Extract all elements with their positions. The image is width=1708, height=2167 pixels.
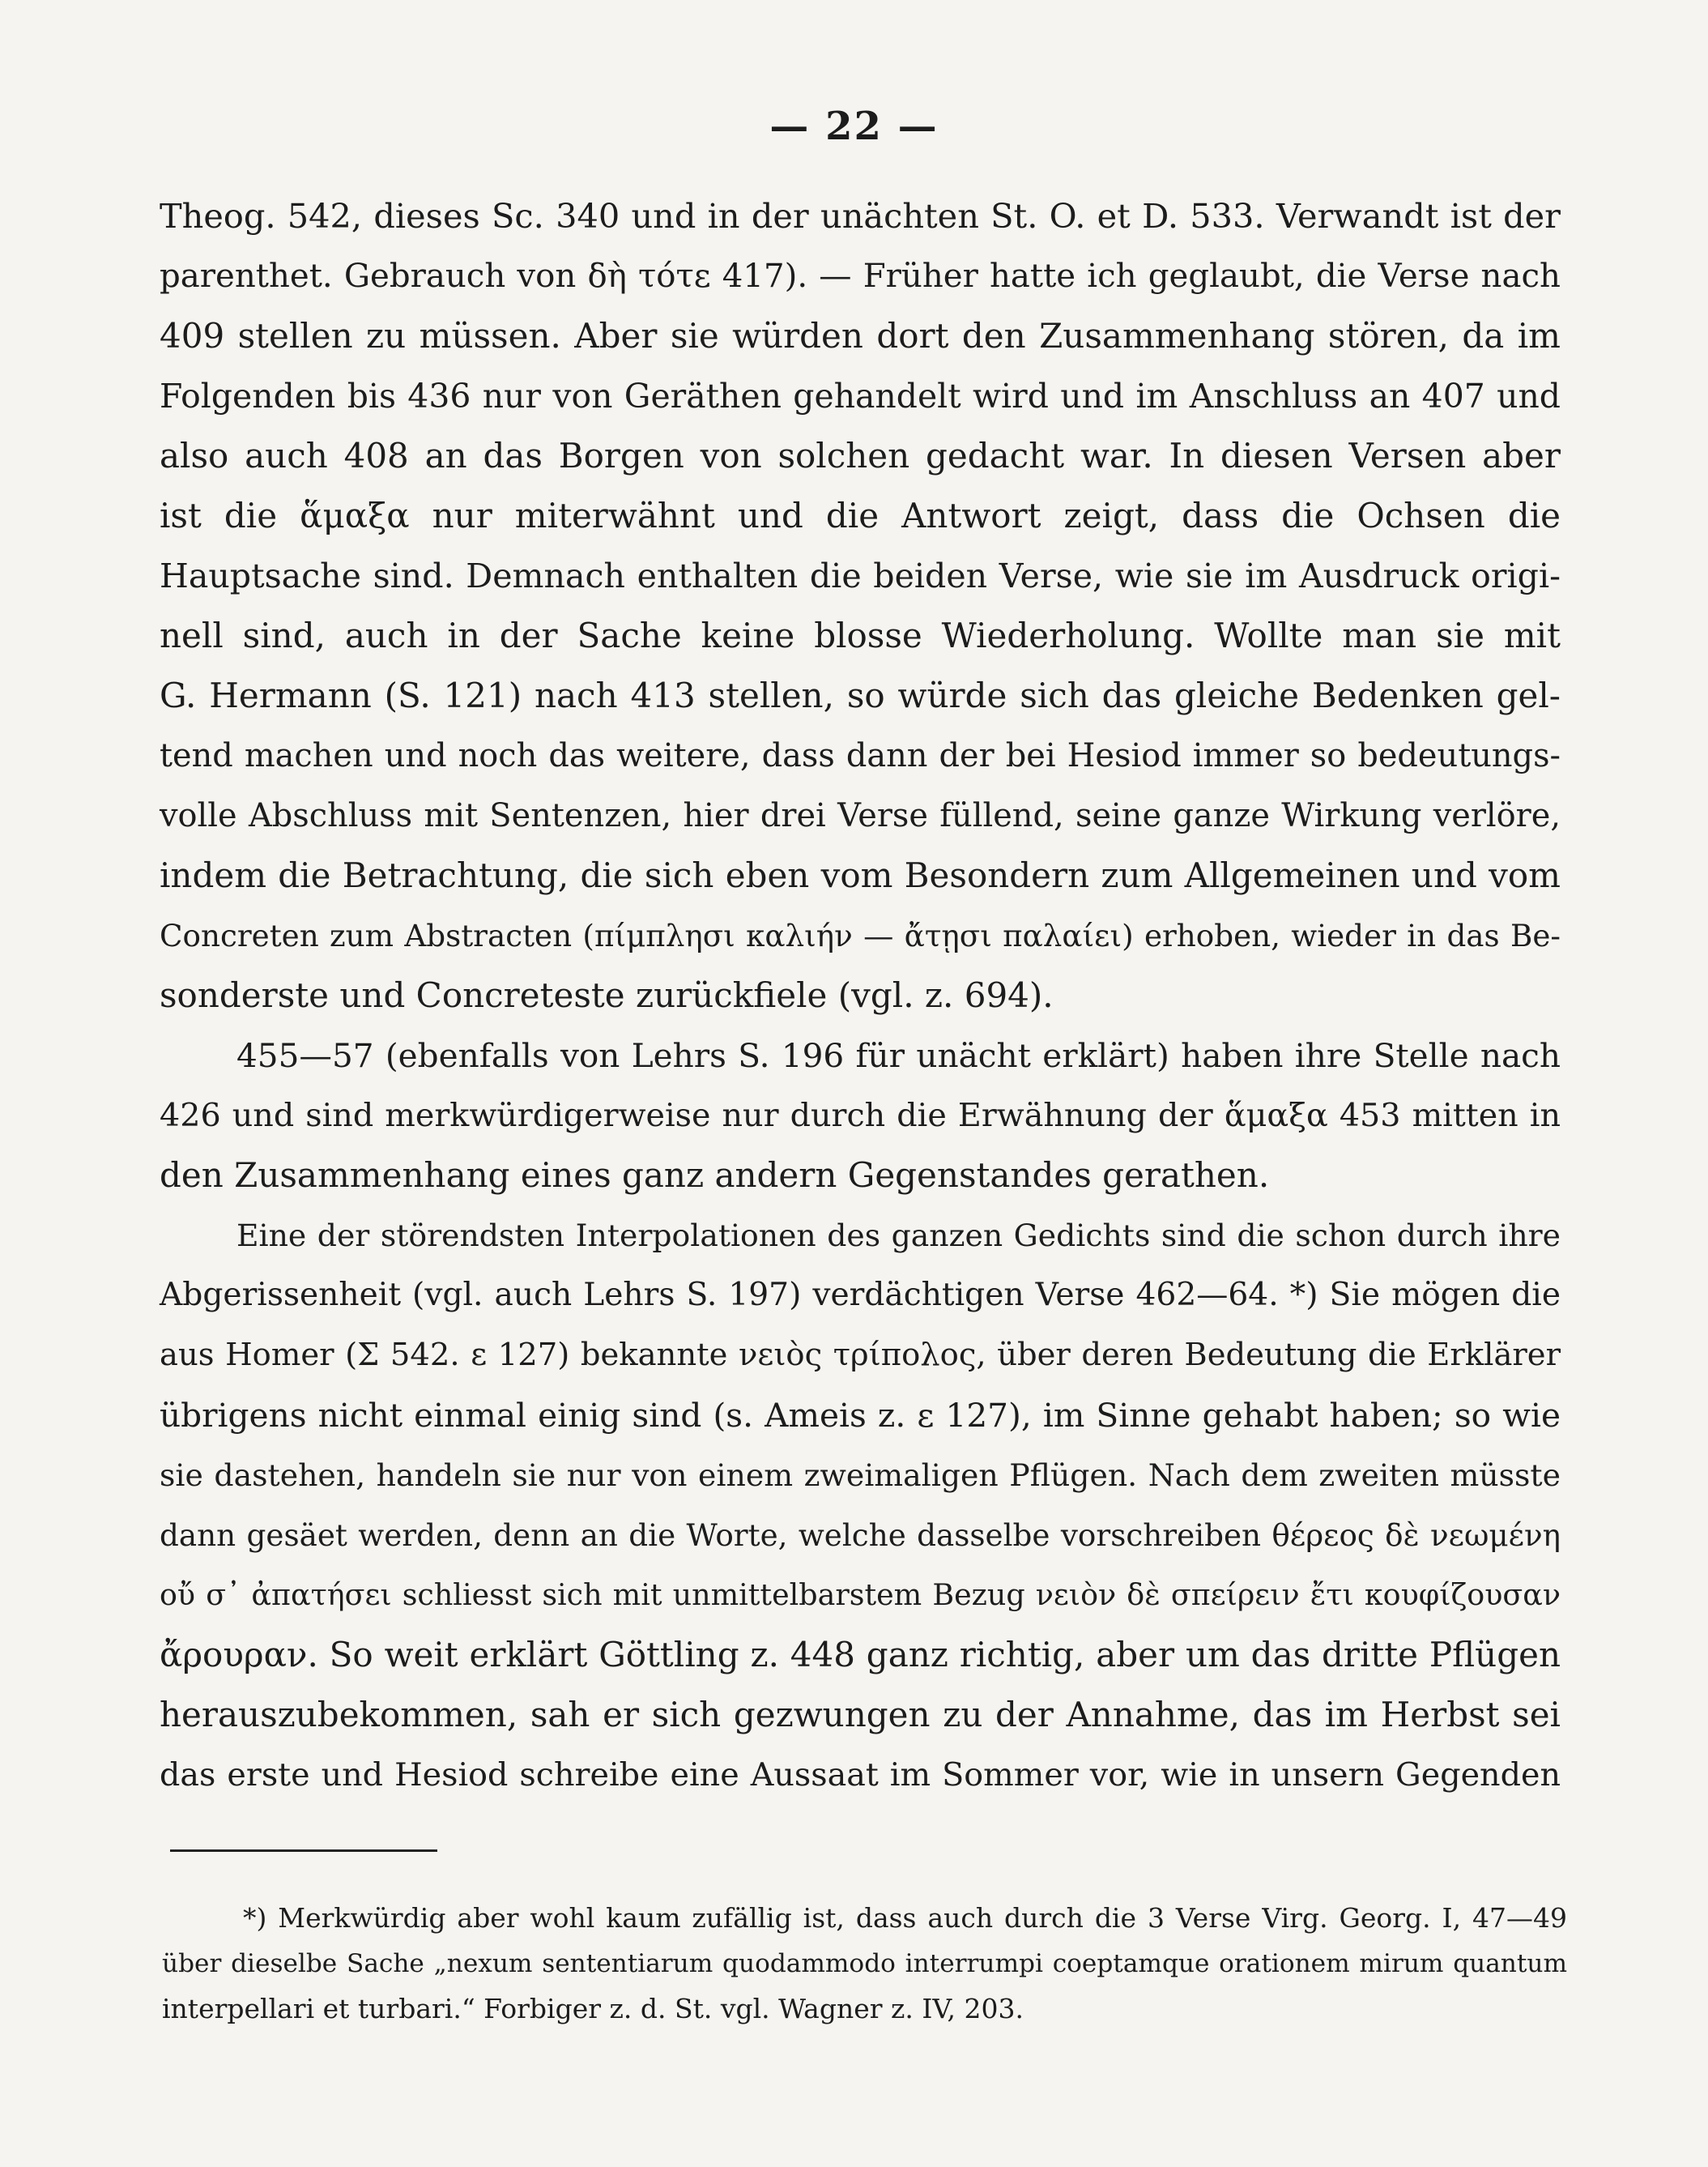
text-line: οὔ σ᾽ ἀπατήσει schliesst sich mit unmittelbarstem Bezug νειὸν δὲ σπείρειν ἔτι κουφίζουσαν bbox=[160, 1577, 1561, 1612]
text-line: dann gesäet werden, denn an die Worte, welche dasselbe vorschreiben θέρεος δὲ νεωμένη bbox=[160, 1517, 1561, 1553]
text-line: den Zusammenhang eines ganz andern Gegenstandes gerathen. bbox=[160, 1155, 1270, 1195]
paragraph-start-line: Eine der störendsten Interpolationen des ganzen Gedichts sind die schon durch ihre bbox=[236, 1218, 1561, 1253]
text-line: sonderste und Concreteste zurückfiele (vgl. z. 694). bbox=[160, 975, 1054, 1015]
paragraph-start-line: 455—57 (ebenfalls von Lehrs S. 196 für unächt erklärt) haben ihre Stelle nach bbox=[236, 1036, 1561, 1075]
footnote-line: *) Merkwürdig aber wohl kaum zufällig ist, dass auch durch die 3 Verse Virg. Georg. I, 47—49 bbox=[243, 1902, 1567, 1934]
text-line: also auch 408 an das Borgen von solchen gedacht war. In diesen Versen aber bbox=[160, 436, 1561, 476]
text-line: ἄρουραν. So weit erklärt Göttling z. 448 ganz richtig, aber um das dritte Pflügen bbox=[160, 1635, 1561, 1674]
text-line: 409 stellen zu müssen. Aber sie würden dort den Zusammenhang stören, da im bbox=[160, 316, 1561, 356]
page-number: — 22 — bbox=[769, 104, 939, 149]
text-line: tend machen und noch das weitere, dass dann der bei Hesiod immer so bedeutungs- bbox=[160, 737, 1561, 774]
text-line: 426 und sind merkwürdigerweise nur durch die Erwähnung der ἅμαξα 453 mitten in bbox=[160, 1097, 1561, 1134]
text-line: Folgenden bis 436 nur von Geräthen gehandelt wird und im Anschluss an 407 und bbox=[160, 377, 1561, 416]
text-line: das erste und Hesiod schreibe eine Aussaat im Sommer vor, wie in unsern Gegenden bbox=[160, 1756, 1561, 1794]
text-line: Hauptsache sind. Demnach enthalten die beiden Verse, wie sie im Ausdruck origi- bbox=[160, 557, 1561, 595]
footnote bbox=[162, 1896, 1567, 2032]
footnote-line: interpellari et turbari.“ Forbiger z. d. St. vgl. Wagner z. IV, 203. bbox=[162, 1993, 1024, 2024]
footnote-divider bbox=[170, 1849, 437, 1852]
text-line: aus Homer (Σ 542. ε 127) bekannte νειὸς τρίπολος, über deren Bedeutung die Erklärer bbox=[160, 1337, 1561, 1373]
text-line: indem die Betrachtung, die sich eben vom Besondern zum Allgemeinen und vom bbox=[160, 855, 1561, 895]
footnote-line: über dieselbe Sache „nexum sententiarum quodammodo interrumpi coeptamque orationem mirum quantum bbox=[162, 1949, 1567, 1978]
text-line: Concreten zum Abstracten (πίμπλησι καλιήν — ἄτῃσι παλαίει) erhoben, wieder in das Be- bbox=[160, 918, 1561, 953]
text-line: nell sind, auch in der Sache keine blosse Wiederholung. Wollte man sie mit bbox=[160, 616, 1561, 655]
text-line: sie dastehen, handeln sie nur von einem zweimaligen Pflügen. Nach dem zweiten müsste bbox=[160, 1457, 1561, 1493]
text-line: volle Abschluss mit Sentenzen, hier drei Verse füllend, seine ganze Wirkung verlöre, bbox=[160, 797, 1561, 834]
text-line: herauszubekommen, sah er sich gezwungen zu der Annahme, das im Herbst sei bbox=[160, 1695, 1561, 1734]
text-line: Abgerissenheit (vgl. auch Lehrs S. 197) verdächtigen Verse 462—64. *) Sie mögen die bbox=[160, 1277, 1561, 1313]
text-line: übrigens nicht einmal einig sind (s. Ameis z. ε 127), im Sinne gehabt haben; so wie bbox=[160, 1396, 1561, 1435]
text-line: parenthet. Gebrauch von δὴ τότε 417). — Früher hatte ich geglaubt, die Verse nach bbox=[160, 258, 1561, 295]
text-line: ist die ἅμαξα nur miterwähnt und die Antwort zeigt, dass die Ochsen die bbox=[160, 496, 1561, 535]
main-text bbox=[160, 186, 1561, 1805]
text-line: G. Hermann (S. 121) nach 413 stellen, so würde sich das gleiche Bedenken gel- bbox=[160, 676, 1561, 715]
text-line: Theog. 542, dieses Sc. 340 und in der unächten St. O. et D. 533. Verwandt ist der bbox=[160, 197, 1561, 236]
